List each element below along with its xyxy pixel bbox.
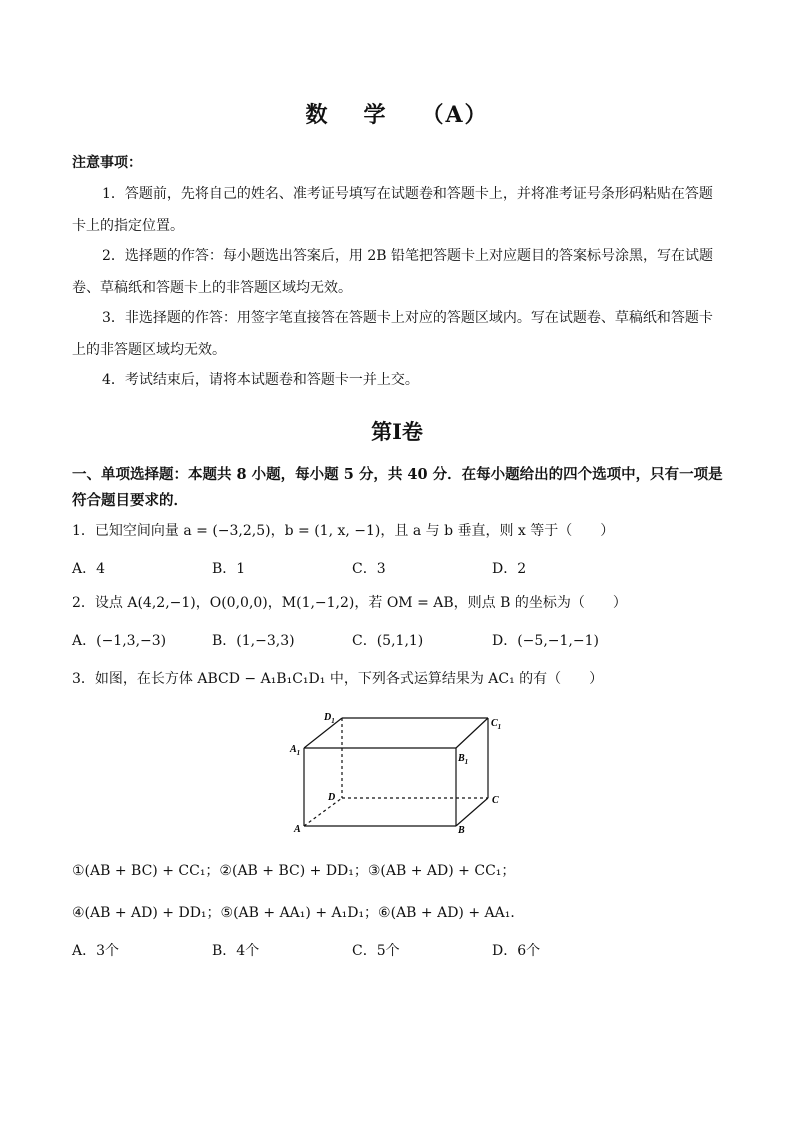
page-title — [0, 98, 794, 129]
q3-option-b: B．4个 — [212, 943, 260, 959]
label-b: B — [458, 825, 465, 836]
notice-item-1: 1．答题前，先将自己的姓名、准考证号填写在试题卷和答题卡上，并将准考证号条形码粘贴在答题卡上的指定位置。 — [72, 186, 713, 234]
title-variant: （A） — [421, 102, 489, 128]
q1-option-d: D．2 — [492, 561, 527, 577]
q2-option-b: B．(1,−3,3) — [212, 633, 295, 649]
notice-item-3: 3．非选择题的作答：用签字笔直接答在答题卡上对应的答题区域内。写在试题卷、草稿纸和答题卡上的非答题区域均无效。 — [72, 310, 713, 358]
q3-option-d: D．6个 — [492, 943, 541, 959]
label-b1: $B_1$ — [458, 753, 469, 766]
notice-item-4: 4．考试结束后，请将本试题卷和答题卡一并上交。 — [102, 372, 419, 388]
label-c: C — [492, 795, 499, 806]
question-3-text: 3．如图，在长方体 ABCD − A₁B₁C₁D₁ 中，下列各式运算结果为 AC₁ 的有（ ） — [72, 671, 604, 687]
q3-expression-row-1: ①(AB + BC) + CC₁；②(AB + BC) + DD₁；③(AB + AD) + CC₁； — [72, 863, 516, 879]
q3-expression-row-2: ④(AB + AD) + DD₁；⑤(AB + AA₁) + A₁D₁；⑥(AB + AD) + AA₁． — [72, 905, 525, 921]
question-1-text: 1．已知空间向量 a = (−3,2,5)，b = (1, x, −1)，且 a 与 b 垂直，则 x 等于（ ） — [72, 523, 615, 539]
label-c1: $C_1$ — [491, 718, 502, 731]
q1-option-a: A．4 — [72, 561, 106, 577]
volume-heading: 第Ⅰ卷 — [371, 419, 423, 444]
notice-heading: 注意事项： — [72, 155, 142, 171]
label-a1: $A_1$ — [290, 744, 301, 757]
q3-option-c: C．5个 — [352, 943, 400, 959]
q1-option-c: C．3 — [352, 561, 386, 577]
question-2-text: 2．设点 A(4,2,−1)，O(0,0,0)，M(1,−1,2)，若 OM = AB，则点 B 的坐标为（ ） — [72, 595, 627, 611]
q3-option-a: A．3个 — [72, 943, 120, 959]
q2-option-c: C．(5,1,1) — [352, 633, 424, 649]
notice-item-2: 2．选择题的作答：每小题选出答案后，用 2B 铅笔把答题卡上对应题目的答案标号涂黑，写在试题卷、草稿纸和答题卡上的非答题区域均无效。 — [72, 248, 714, 296]
section-heading: 一、单项选择题：本题共 8 小题，每小题 5 分，共 40 分．在每小题给出的四个选项中，只有一项是符合题目要求的． — [72, 466, 723, 509]
q1-option-b: B．1 — [212, 561, 246, 577]
q2-option-a: A．(−1,3,−3) — [72, 633, 167, 649]
label-d1: $D_1$ — [324, 712, 335, 725]
cuboid-figure — [284, 706, 514, 841]
label-a: A — [294, 824, 301, 835]
label-d: D — [328, 792, 336, 803]
title-char-1: 数 — [305, 102, 330, 128]
q2-option-d: D．(−5,−1,−1) — [492, 633, 599, 649]
title-char-2: 学 — [363, 102, 388, 128]
